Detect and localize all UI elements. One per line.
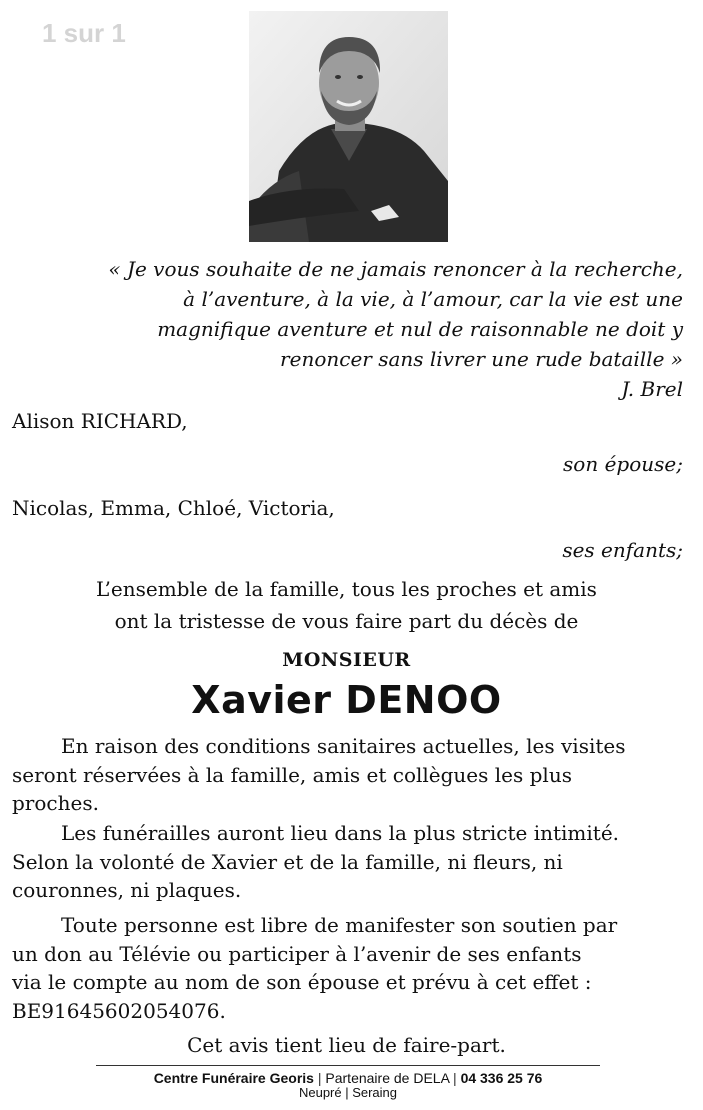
funeral-home-name: Centre Funéraire Georis [153,1070,314,1086]
spouse-role: son épouse; [563,452,683,476]
paragraph-line: un don au Télévie ou participer à l’avenir de ses enfants [12,941,582,966]
paragraph-line: seront réservées à la famille, amis et collègues les plus [12,762,572,787]
footer-locations: Neupré | Seraing [298,1085,398,1100]
deceased-name: Xavier DENOO [191,678,502,722]
spouse-name: Alison RICHARD, [12,409,188,433]
paragraph-line: Selon la volonté de Xavier et de la famille, ni fleurs, ni [12,849,563,874]
epigraph-quote [63,254,683,404]
paragraph-line: proches. [12,791,99,815]
portrait-photo [249,11,448,242]
footer-separator: | [453,1070,457,1086]
honorific: MONSIEUR [282,649,411,671]
quote-line: à l’aventure, à la vie, à l’amour, car la vie est une [183,287,683,311]
phone-number: 04 336 25 76 [460,1070,543,1086]
donation-paragraph [12,911,682,1025]
bank-account: BE91645602054076. [12,998,226,1023]
closing-line: Cet avis tient lieu de faire-part. [187,1033,506,1057]
quote-author: J. Brel [621,377,683,401]
funeral-paragraph [12,819,682,905]
quote-line: renoncer sans livrer une rude bataille » [280,347,683,371]
paragraph-line: couronnes, ni plaques. [12,878,242,902]
children-names: Nicolas, Emma, Chloé, Victoria, [12,496,335,520]
footer-separator: | [317,1070,322,1086]
partner-text: Partenaire de DELA [325,1070,450,1086]
announcement-line: ont la tristesse de vous faire part du décès de [114,609,579,633]
children-role: ses enfants; [562,538,683,562]
paragraph-line: via le compte au nom de son épouse et prévu à cet effet : [12,970,592,994]
page-counter: 1 sur 1 [42,18,126,48]
paragraph-line: En raison des conditions sanitaires actuelles, les visites [61,734,626,758]
quote-line: magnifique aventure et nul de raisonnable ne doit y [157,317,683,341]
footer-divider [96,1065,600,1066]
paragraph-line: Toute personne est libre de manifester son soutien par [61,913,618,937]
paragraph-line: Les funérailles auront lieu dans la plus stricte intimité. [61,821,620,845]
visits-paragraph [12,732,682,818]
announcement-line: L’ensemble de la famille, tous les proches et amis [96,577,597,601]
footer-company-line [96,1070,600,1086]
quote-line: « Je vous souhaite de ne jamais renoncer à la recherche, [108,257,683,281]
